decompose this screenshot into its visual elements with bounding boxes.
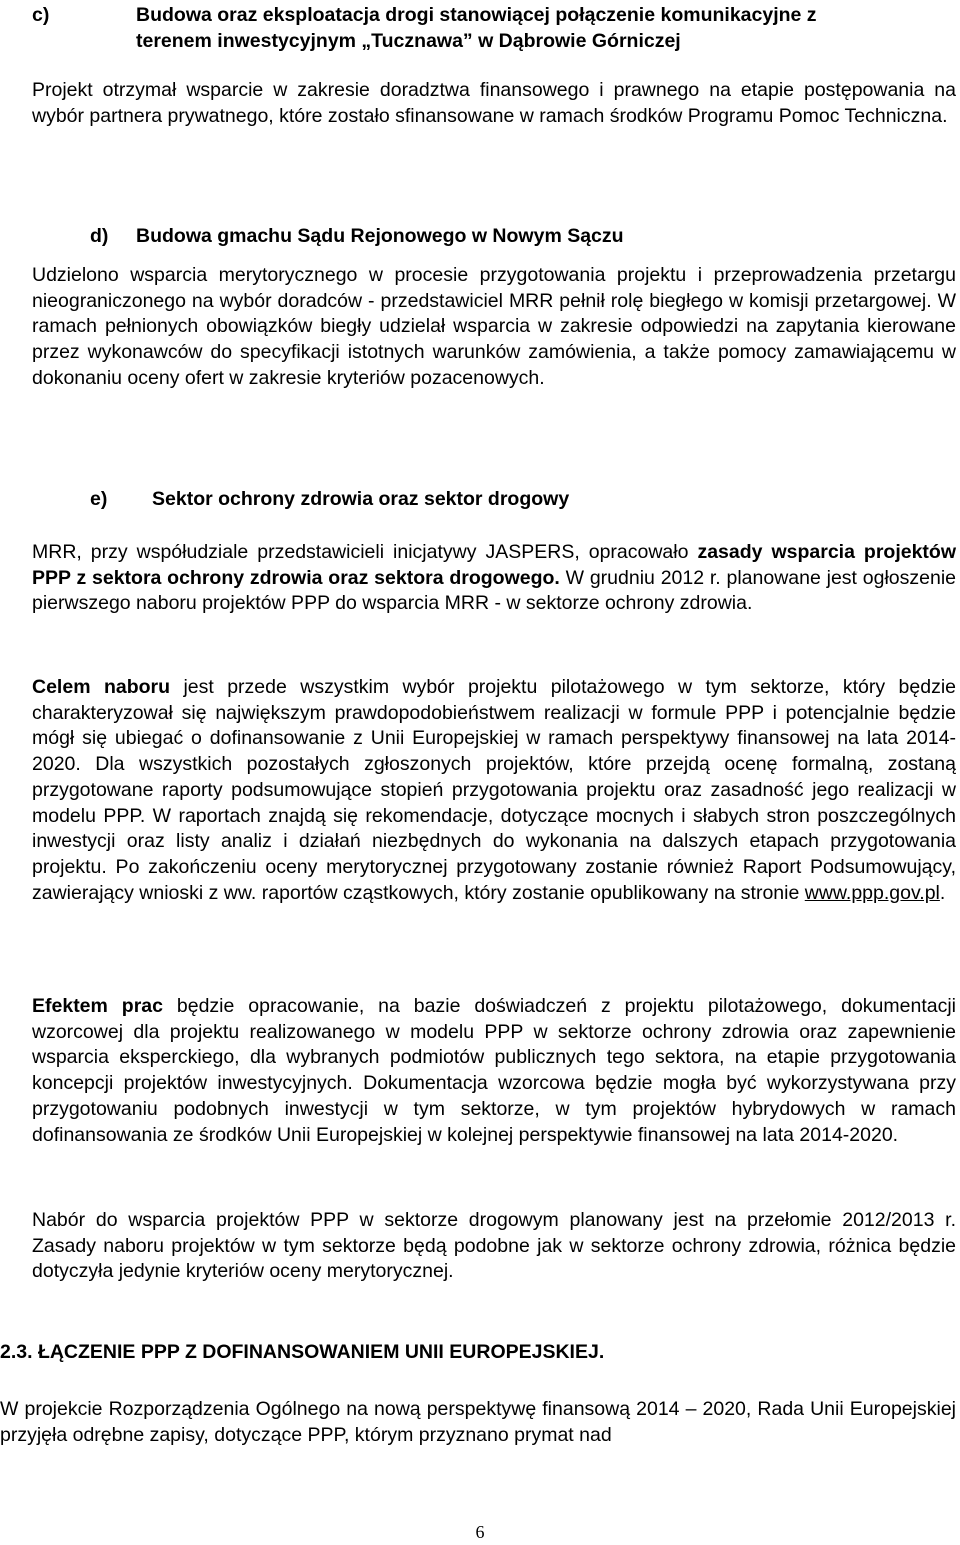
section-2-3-body: W projekcie Rozporządzenia Ogólnego na nową perspektywę finansową 2014 – 2020, Rada Unii Europejskiej przyjęła odrębne zapisy, dotyczące PPP, którym przyznano prymat nad [0,1398,956,1446]
p2-end: . [939,881,946,904]
section-c-body: Projekt otrzymał wsparcie w zakresie doradztwa finansowego i prawnego na etapie postępowania na wybór partnera prywatnego, które zostało sfinansowane w ramach środków Programu Pomoc Techniczna. [32,79,956,127]
section-d-title: Budowa gmachu Sądu Rejonowego w Nowym Sączu [136,225,624,247]
section-e-paragraph-2 [32,675,956,906]
section-d-heading [90,223,950,249]
section-e-title: Sektor ochrony zdrowia oraz sektor drogowy [152,488,570,510]
p3-bold: Efektem prac [32,995,163,1017]
section-c-title-line1: Budowa oraz eksploatacja drogi stanowiącej połączenie komunikacyjne z [136,4,817,26]
p1-text-a: MRR, przy współudziale przedstawicieli inicjatywy JASPERS, opracowało [32,541,698,563]
p3-text: będzie opracowanie, na bazie doświadczeń z projektu pilotażowego, dokumentacji wzorcowej dla projektu realizowanego w modelu PPP w sektorze ochrony zdrowia oraz zapewnienie wsparcia eksperckiego, dla wybranych podmiotów publicznych tego sektora, na etapie przygotowania koncepcji projektów inwestycyjnych. Dokumentacja wzorcowa będzie mogła być wykorzystywana przy przygotowaniu podobnych inwestycji w tym sektorze, w tym projektów hybrydowych w ramach dofinansowania ze środków Unii Europejskiej w kolejnej perspektywie finansowej na lata 2014-2020. [32,995,956,1146]
section-c-heading [32,2,956,54]
section-d-label: d) [90,225,109,247]
p1-bold: zasady wsparcia projektów PPP z sektora ochrony zdrowia oraz sektora drogowego. [32,541,956,589]
section-e-paragraph-3 [32,994,956,1148]
section-d-body: Udzielono wsparcia merytorycznego w procesie przygotowania projektu i przeprowadzenia przetargu nieograniczonego na wybór doradców - przedstawiciel MRR pełnił rolę biegłego w komisji przetargowej. W ramach pełnionych obowiązków biegły udzielał wsparcia w zakresie odpowiedzi na zapytania kierowane przez wykonawców do specyfikacji istotnych warunków zamówienia, a także pomocy zamawiającemu w dokonaniu oceny ofert w zakresie kryteriów pozacenowych. [32,264,956,389]
section-e-paragraph-1 [32,540,956,617]
section-2-3-heading: 2.3. ŁĄCZENIE PPP Z DOFINANSOWANIEM UNII EUROPEJSKIEJ. [0,1341,605,1363]
page-number: 6 [475,1522,485,1542]
ppp-website-link[interactable]: www.ppp.gov.pl [804,881,940,904]
p2-bold: Celem naboru [32,676,171,698]
section-c-title-line2: terenem inwestycyjnym „Tucznawa” w Dąbrowie Górniczej [136,30,681,52]
p2-text: jest przede wszystkim wybór projektu pilotażowego w tym sektorze, który będzie charakteryzował się największym prawdopodobieństwem realizacji w formule PPP i potencjalnie będzie mógł się ubiegać o dofinansowanie z Unii Europejskiej w ramach perspektywy finansowej na lata 2014-2020. Dla wszystkich pozostałych zgłoszonych projektów, które przejdą ocenę formalną, zostaną przygotowane raporty podsumowujące stopień przygotowania projektu oraz zasadność jego realizacji w modelu PPP. W raportach znajdą się rekomendacje, dotyczące mocnych i słabych stron poszczególnych inwestycji oraz listy analiz i działań niezbędnych do wykonania na dalszych etapach przygotowania projektu. Po zakończeniu oceny merytorycznej przygotowany zostanie również Raport Podsumowujący, zawierający wnioski z ww. raportów cząstkowych, który zostanie opublikowany na stronie [32,676,956,904]
section-c-label: c) [32,4,50,26]
section-e-heading [90,486,950,512]
section-e-paragraph-4: Nabór do wsparcia projektów PPP w sektorze drogowym planowany jest na przełomie 2012/2013 r. Zasady naboru projektów w tym sektorze będą podobne jak w sektorze ochrony zdrowia, różnica będzie dotyczyła jedynie kryteriów oceny merytorycznej. [32,1209,956,1283]
p1-text-b: W grudniu 2012 r. planowane jest ogłoszenie pierwszego naboru projektów PPP do wsparcia MRR - w sektorze ochrony zdrowia. [32,566,956,615]
section-e-label: e) [90,488,108,510]
